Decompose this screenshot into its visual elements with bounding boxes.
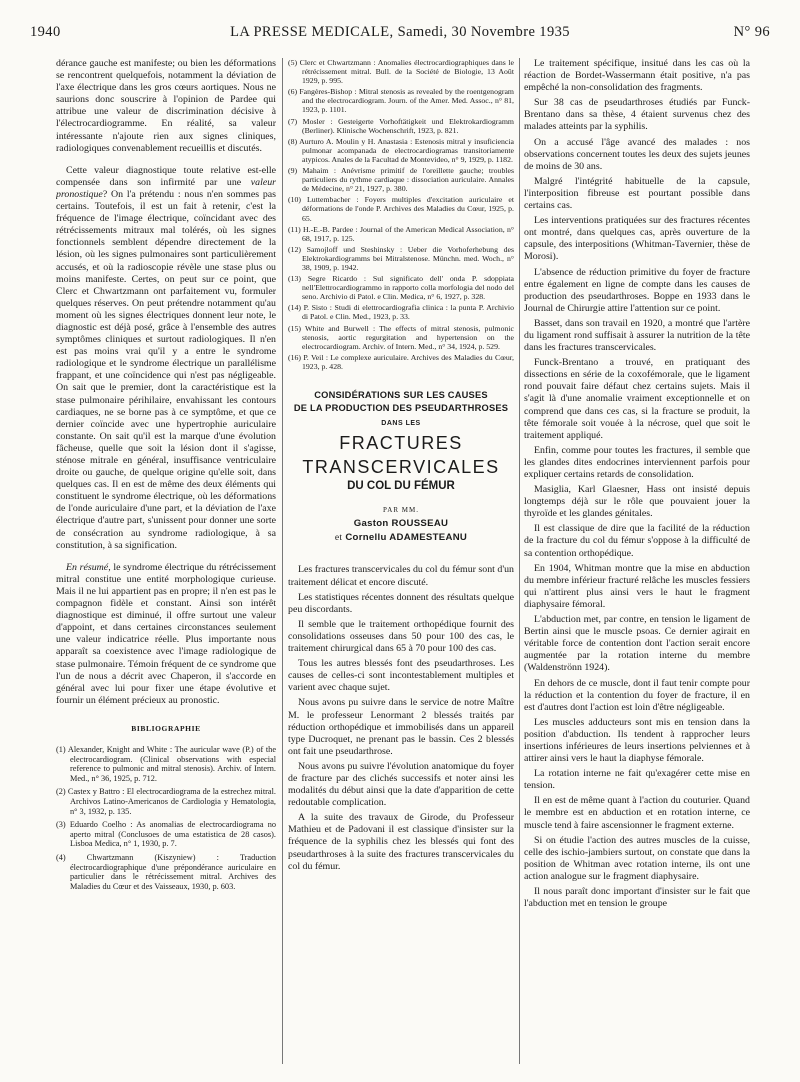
reference: (12) Samojloff und Steshinsky : Ueber die Vorhoferhebung des Elektrokardiogramms bei Mitralstenose. Münchn. med. Woch., n° 38, 1909, p. 1942. (288, 244, 514, 272)
paragraph: Funck-Brentano a trouvé, en pratiquant des dissections en série de la coxofémorale, que le ligament rond pouvait faire défaut chez certains sujets. Mais il s'agit là d'une anomalie vraiment exceptionnelle et on comprend que dans ces cas, si la fracture se produit, la tête fémorale soit vouée à la nécrose, quel que soit le traitement appliqué. (524, 357, 750, 441)
article-title: TRANSCERVICALES (302, 457, 500, 478)
author-line (288, 532, 514, 544)
reference: (9) Mahaim : Anévrisme primitif de l'oreillette gauche; troubles particuliers du rythme cardiaque : dissociation auriculaire. Annales de Médecine, n° 21, 1927, p. 380. (288, 166, 514, 194)
article-kicker: CONSIDÉRATIONS SUR LES CAUSES (314, 390, 488, 400)
paragraph: Il nous paraît donc important d'insister sur le fait que l'abduction met en tension le groupe (524, 886, 750, 910)
reference: (14) P. Sisto : Studi di elettrocardiografia clinica : la punta P. Archivio di Patol. e Clin. Med., 1923, p. 33. (288, 303, 514, 322)
reference: (3) Eduardo Coelho : As anomalias de electrocardiograma no aperto mitral (Conclusoes de uma estatistica de 28 casos). Lisboa Medica, n° 1, 1930, p. 7. (56, 820, 276, 849)
reference: (15) White and Burwell : The effects of mitral stenosis, pulmonic stenosis, aortic regurgitation and hypertension on the electrocardiogram. Archiv. of Intern. Med., n° 34, 1924, p. 529. (288, 323, 514, 351)
column-left (56, 58, 276, 1068)
paragraph: Nous avons pu suivre dans le service de notre Maître M. le professeur Lenormant 2 blessés traités par réduction orthopédique et immobilisés dans un appareil type Ducroquet, ne prenant pas le bassin. Ces 2 blessés ont fait une pseudarthrose. (288, 697, 514, 757)
bibliography-list-continued (288, 58, 514, 371)
article-subtitle: DU COL DU FÉMUR (347, 480, 455, 493)
paragraph: En dehors de ce muscle, dont il faut tenir compte pour la réduction et la contention du foyer de fracture, il en est d'autres dont l'action est loin d'être négligeable. (524, 677, 750, 713)
paragraph: On a accusé l'âge avancé des malades : nos observations concernent toutes les deux des sujets jeunes de moins de 30 ans. (524, 136, 750, 172)
reference: (11) H.-E.-B. Pardee : Journal of the American Medical Association, n° 68, 1917, p. 125. (288, 224, 514, 243)
page-header (30, 24, 770, 46)
paragraph: A la suite des travaux de Girode, du Professeur Mathieu et de Padovani il est classique d'insister sur la fréquence de la syphilis chez les blessés qui font des pseudarthroses à la suite des fractures transcervicales du col du fémur. (288, 812, 514, 872)
column-right (524, 58, 750, 1068)
paragraph: Les interventions pratiquées sur des fractures récentes ont montré, dans quelques cas, après ouverture de la capsule, des interpositions (Whitman-Tavernier, thèse de Morosi). (524, 215, 750, 263)
paragraph: Tous les autres blessés font des pseudarthroses. Les causes de celles-ci sont incontestablement multiples et varient avec chaque sujet. (288, 658, 514, 694)
reference: (5) Clerc et Chwartzmann : Anomalies électrocardiographiques dans le rétrécissement mitral. Bull. de la Société de Biologie, 13 Août 1929, p. 995. (288, 58, 514, 86)
reference: (10) Luttembacher : Foyers multiples d'excitation auriculaire et déformations de l'onde P. Archives des Maladies du Cœur, 1925, p. 65. (288, 195, 514, 223)
article-connector: DANS LES (381, 420, 421, 427)
text-run: , le syndrome électrique du rétrécissement mitral constitue une entité morphologique curieuse. Mais il ne lui appartient pas en propre; il n'en est pas le compagnon fidèle et constant. Ainsi son intérêt diagnostique est diminué, il offre surtout une valeur d'appoint, et dans certaines circonstances seulement une valeur indicatrice réelle. Plus importante nous apparaît sa coexistence avec l'image radiologique de stase pulmonaire. Témoin fréquent de ce syndrome que l'un de nous a décrit avec Chaperon, il s'accorde en général avec lui pour fixer une étape évolutive et fournir un élément précieux au pronostic. (56, 561, 276, 706)
journal-title: LA PRESSE MEDICALE, Samedi, 30 Novembre 1935 (230, 24, 570, 40)
author-name: Cornellu ADAMESTEANU (345, 532, 468, 544)
reference: (7) Mosler : Gesteigerte Vorhoftätigkeit und Elektrokardiogramm (Berliner). Klinische Wochenschrift, 1923, p. 821. (288, 116, 514, 135)
page-number: 1940 (30, 24, 61, 40)
article-title: FRACTURES (339, 433, 463, 454)
paragraph: Malgré l'intégrité habituelle de la capsule, l'interposition fibreuse est pourtant possible dans certains cas. (524, 175, 750, 212)
column-rule-left (282, 58, 283, 1064)
paragraph: Enfin, comme pour toutes les fractures, il semble que les glandes dites endocrines interviennent parfois pour expliquer certains retards de consolidation. (524, 444, 750, 480)
reference: (8) Aurturo A. Moulin y H. Anastasia : Estenosis mitral y insuficiencia pulmonar acompanada de electrocardiogramas transitoriamente atypicos. Anales de la Facultad de Montevideo, n° 9, 1929, p. 1182. (288, 136, 514, 164)
emphasis: En résumé (66, 561, 109, 573)
text-run: Cette valeur diagnostique toute relative est-elle compensée dans son infirmité par une (56, 164, 276, 188)
article-kicker: DE LA PRODUCTION DES PSEUDARTHROSES (293, 403, 509, 413)
bibliography-heading: BIBLIOGRAPHIE (131, 723, 201, 733)
paragraph: Les statistiques récentes donnent des résultats quelque peu discordants. (288, 591, 514, 615)
paragraph: L'absence de réduction primitive du foyer de fracture entre également en ligne de compte dans les causes de production des pseudarthroses. Boppe en 1933 dans le Journal de Chirurgie attire l'attention sur ce point. (524, 266, 750, 314)
paragraph: Les fractures transcervicales du col du fémur sont d'un traitement délicat et encore discuté. (288, 564, 514, 588)
byline-prefix: PAR MM. (383, 506, 419, 515)
paragraph: Il semble que le traitement orthopédique fournit des consolidations osseuses dans 50 pour 100 des cas, le traitement chirurgical dans 65 à 70 pour 100 des cas. (288, 618, 514, 655)
paragraph: dérance gauche est manifeste; ou bien les déformations se rencontrent quelquefois, notamment la déviation de l'axe électrique dans les gros cœurs aortiques. Nous ne saurions donc souscrire à l'opinion de Pardee qui attribue une valeur de discrimination décisive à l'électrocardiogramme. En réalité, sa valeur intéressante n'ajoute rien aux signes cliniques, radiologiques convenablement recueillis et discutés. (56, 58, 276, 154)
paragraph (56, 562, 276, 707)
paragraph: Il est classique de dire que la facilité de la réduction de la fracture du col du fémur s'oppose à la difficulté de sa contention orthopédique. (524, 523, 750, 559)
column-rule-right (519, 58, 520, 1064)
text-run: ? On l'a prétendu : nous n'en sommes pas certains. Toutefois, il est un fait à retenir, c'est la fréquence de l'image électrique, coïncidant avec des rétrécissements mitraux mal tolérés, où les signes fonctionnels semblent dépendre directement de la lésion, où les signes pulmonaires sont particulièrement accusés, et où la radioscopie révèle une stase plus ou moins manifeste. Certes, on peut sur ce point, que Clerc et Chwartzmann ont parfaitement vu, formuler quelques réserves. On peut prétendre notamment qu'au moment où les signes électriques donnent leur note, le diagnostic est déjà posé, grâce à l'ensemble des autres symptômes cliniques et surtout radiologiques. Il n'en est pas moins vrai qu'il y a entre le syndrome radiologique et le syndrome électrique un parallélisme frappant, et une coïncidence qui n'est pas négligeable. On sait que le premier, dont la caractéristique est la stase pulmonaire périhilaire, envahissant les contours cardiaques, ne se borne pas à ce symptôme, et que ce dernier coïncide avec une hypertrophie auriculaire constante. On sait qu'il est la marque d'une évolution fâcheuse, quelle que soit la lésion dont il s'agisse, sténose mitrale en général, insuffisance ventriculaire droite ou gauche, de quelque origine qu'elle soit, dans quelques cas. Il en est de même des deux éléments qui constituent le syndrome électrique, où les déformations de l'onde auriculaire d'une part, et la déviation de l'axe électrique d'autre part, s'unissent pour donner une sorte de consécration au syndrome radiologique, à sa constitution, à sa signification. (56, 188, 276, 551)
paragraph: La rotation interne ne fait qu'exagérer cette mise en tension. (524, 768, 750, 792)
article-heading (288, 389, 514, 544)
bibliography-list (56, 745, 276, 891)
author-connector: et (334, 532, 343, 544)
paragraph: En 1904, Whitman montre que la mise en abduction du membre inférieur fracturé relâche les muscles fessiers qui n'attirent plus ainsi vers le haut le fragment diaphysaire fémoral. (524, 562, 750, 610)
paragraph: Masiglia, Karl Glaesner, Hass ont insisté depuis longtemps déjà sur le rôle que pouvaient jouer la thyroïde et les glandes génitales. (524, 484, 750, 520)
reference: (2) Castex y Battro : El electrocardiograma de la estrechez mitral. Archivos Latino-Americanos de Cardiologia y Hematologia, n° 3, 1932, p. 135. (56, 787, 276, 816)
author-name: Gaston ROUSSEAU (353, 518, 449, 530)
column-middle (288, 58, 514, 1068)
paragraph: L'abduction met, par contre, en tension le ligament de Bertin ainsi que le muscle psoas. Ce dernier agirait en véritable force de contention dont l'action serait encore augmentée par la rotation interne du membre (Waldenströnn 1924). (524, 614, 750, 674)
emphasis: valeur pronostique (56, 176, 276, 200)
paragraph: Nous avons pu suivre l'évolution anatomique du foyer de fracture par des clichés successifs et noter ainsi les modalités du début ainsi que la date d'apparition de cette redoutable complication. (288, 760, 514, 809)
paragraph: Les muscles adducteurs sont mis en tension dans la position d'abduction. Ils tendent à rapprocher leurs insertions inférieures de leurs insertions pelviennes et à attirer ainsi vers le haut la diaphyse fémorale. (524, 716, 750, 765)
paragraph: Basset, dans son travail en 1920, a montré que l'artère du ligament rond suffisait à assurer la nutrition de la tête dans les fractures transcervicales. (524, 317, 750, 354)
issue-number: N° 96 (733, 24, 770, 40)
paragraph: Si on étudie l'action des autres muscles de la cuisse, celle des ischio-jambiers surtout, on constate que dans la position de Whitman avec rotation interne, ils ont une action analogue sur le fragment diaphysaire. (524, 834, 750, 882)
reference: (1) Alexander, Knight and White : The auricular wave (P.) of the electrocardiogram. (Clinical observations with especial reference to pulmonic and mitral stenosis). Archiv. of Intern. Med., n° 36, 1925, p. 712. (56, 744, 276, 783)
reference: (6) Fangères-Bishop : Mitral stenosis as revealed by the roentgenogram and the electrocardiogram. Journ. of the Amer. Med. Assoc., n° 81, 1923, p. 1101. (288, 87, 514, 115)
paragraph: Sur 38 cas de pseudarthroses étudiés par Funck-Brentano dans sa thèse, 4 étaient survenus chez des malades atteints par la syphilis. (524, 97, 750, 133)
paragraph (56, 165, 276, 552)
paragraph: Il en est de même quant à l'action du couturier. Quand le membre est en abduction et en rotation interne, ce muscle tend à faire ascensionner le fragment externe. (524, 795, 750, 831)
reference: (16) P. Veil : Le complexe auriculaire. Archives des Maladies du Cœur, 1923, p. 428. (288, 352, 514, 371)
paragraph: Le traitement spécifique, insitué dans les cas où la réaction de Bordet-Wassermann était positive, n'a pas empêché la non-consolidation des fragments. (524, 58, 750, 94)
reference: (4) Chwartzmann (Kiszyniew) : Traduction électrocardiographique d'une prépondérance auriculaire en particulier dans le rétrécissement mitral. Archives des Maladies du Cœur et des Vaisseaux, 1930, p. 603. (56, 852, 276, 891)
reference: (13) Segre Ricardo : Sul significato dell' onda P. sdoppiata nell'Elettrocardiogrammo in rapporto colla morfologia del nodo del seno. Archivio di Patol. e Clin. Medica, n° 6, 1927, p. 328. (288, 274, 514, 302)
